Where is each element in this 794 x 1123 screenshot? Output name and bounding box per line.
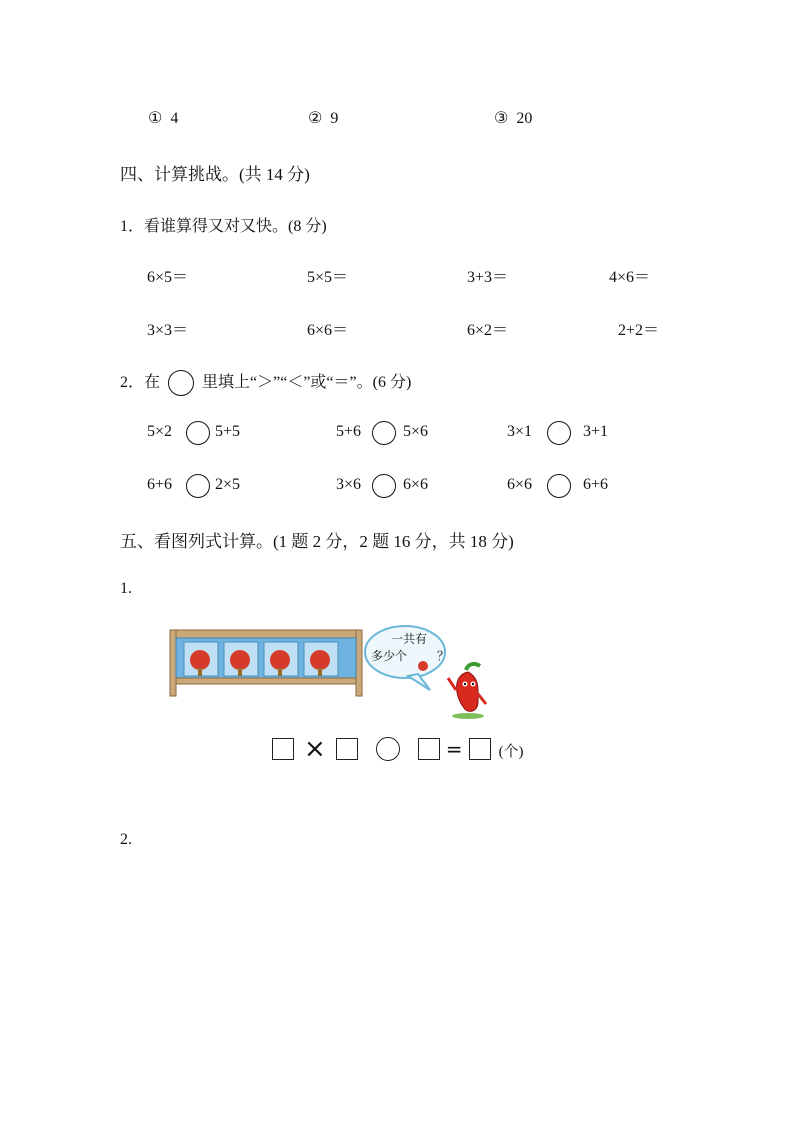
calc-item: 6×2＝ bbox=[467, 322, 509, 339]
compare-right: 5×6 bbox=[403, 423, 429, 440]
calc-item: 5×5＝ bbox=[307, 269, 349, 286]
calc-item: 3+3＝ bbox=[467, 269, 509, 286]
q2-label: 2．在 里填上“＞”“＜”或“＝”。(6 分) bbox=[120, 369, 411, 396]
compare-circle-blank[interactable] bbox=[186, 421, 210, 445]
choice-2: ② 9 bbox=[308, 110, 339, 127]
answer-box[interactable] bbox=[418, 738, 440, 760]
compare-left: 3×6 bbox=[336, 476, 362, 493]
q1-label: 1．看谁算得又对又快。(8 分) bbox=[120, 218, 327, 235]
compare-left: 3×1 bbox=[507, 423, 533, 440]
choice-3: ③ 20 bbox=[494, 110, 533, 127]
calc-item: 2+2＝ bbox=[618, 322, 660, 339]
answer-box[interactable] bbox=[469, 738, 491, 760]
compare-circle-blank[interactable] bbox=[547, 421, 571, 445]
compare-left: 6×6 bbox=[507, 476, 533, 493]
compare-right: 5+5 bbox=[215, 423, 241, 440]
section5-heading: 五、看图列式计算。(1 题 2 分，2 题 16 分，共 18 分) bbox=[120, 532, 514, 551]
compare-left: 6+6 bbox=[147, 476, 173, 493]
circle-icon bbox=[168, 370, 194, 396]
bubble-text-line1: 一共有 bbox=[391, 632, 428, 646]
choice-1: ① 4 bbox=[148, 110, 179, 127]
bubble-text-line2: 多少个 bbox=[371, 649, 408, 663]
multiply-sign-icon: × bbox=[304, 734, 326, 764]
compare-right: 3+1 bbox=[583, 423, 609, 440]
calc-item: 6×6＝ bbox=[307, 322, 349, 339]
compare-left: 5×2 bbox=[147, 423, 173, 440]
equation-row bbox=[272, 734, 524, 764]
unit-label: (个) bbox=[498, 744, 524, 760]
compare-left: 5+6 bbox=[336, 423, 362, 440]
answer-box[interactable] bbox=[336, 738, 358, 760]
operator-circle-blank[interactable] bbox=[376, 737, 400, 761]
compare-right: 6+6 bbox=[583, 476, 609, 493]
q2-number: 2. bbox=[120, 831, 132, 848]
compare-circle-blank[interactable] bbox=[372, 421, 396, 445]
compare-circle-blank[interactable] bbox=[547, 474, 571, 498]
calc-item: 3×3＝ bbox=[147, 322, 189, 339]
bubble-question-mark: ？ bbox=[437, 649, 450, 663]
calc-item: 4×6＝ bbox=[609, 269, 651, 286]
compare-circle-blank[interactable] bbox=[372, 474, 396, 498]
compare-right: 2×5 bbox=[215, 476, 241, 493]
ping-pong-paddles-illustration bbox=[168, 620, 508, 720]
compare-right: 6×6 bbox=[403, 476, 429, 493]
answer-box[interactable] bbox=[272, 738, 294, 760]
paddle-box bbox=[184, 642, 218, 676]
calc-item: 6×5＝ bbox=[147, 269, 189, 286]
q1-number: 1. bbox=[120, 580, 132, 597]
section4-heading: 四、计算挑战。(共 14 分) bbox=[120, 165, 310, 184]
equals-sign-icon: = bbox=[445, 737, 463, 761]
compare-circle-blank[interactable] bbox=[186, 474, 210, 498]
